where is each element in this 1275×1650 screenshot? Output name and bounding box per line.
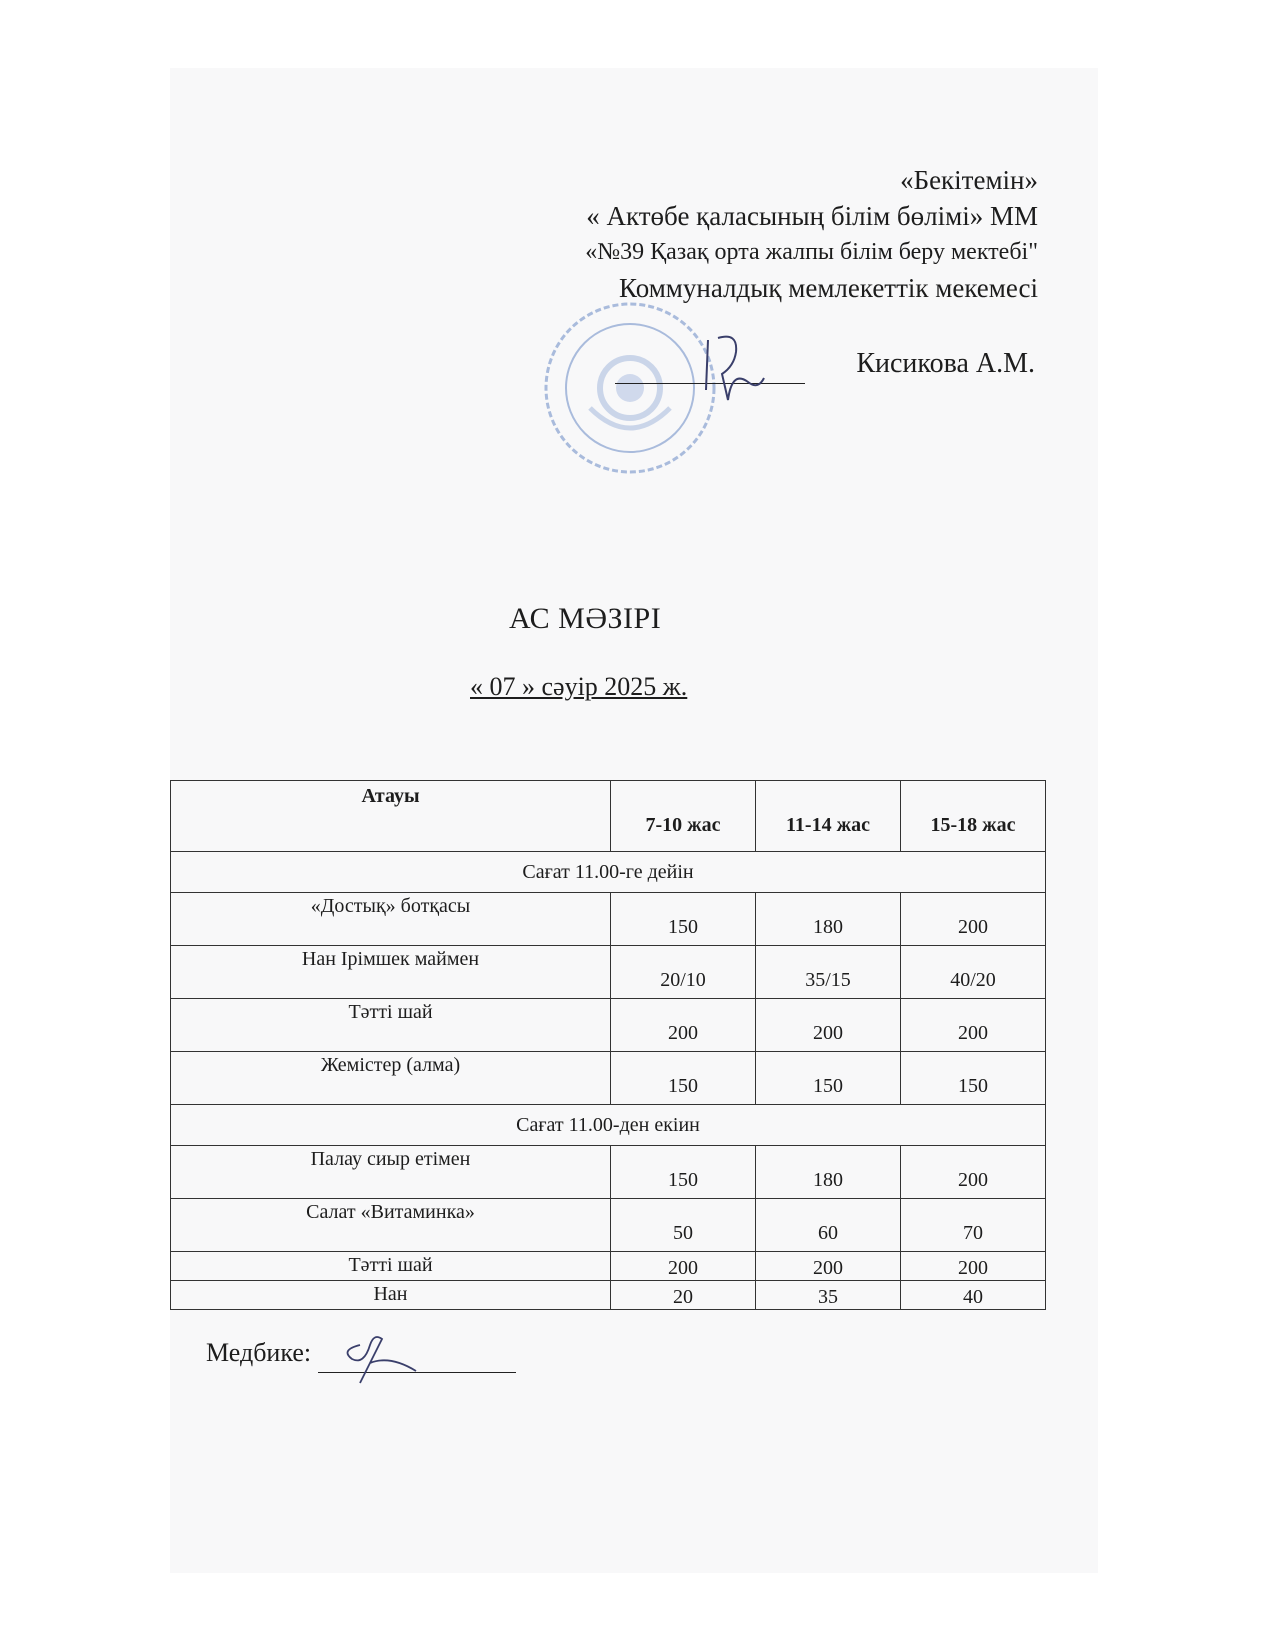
approval-heading: «Бекітемін» xyxy=(900,165,1038,195)
approval-department: « Актөбе қаласының білім бөлімі» ММ xyxy=(586,201,1038,231)
portion-15-18: 200 xyxy=(901,999,1046,1052)
portion-7-10: 150 xyxy=(611,893,756,946)
table-row xyxy=(171,893,1046,946)
dish-name: Тәтті шай xyxy=(171,999,611,1052)
director-signature-icon xyxy=(688,330,768,406)
portion-11-14: 35 xyxy=(756,1281,901,1310)
approval-institution: Коммуналдық мемлекеттік мекемесі xyxy=(619,273,1038,303)
table-row xyxy=(171,999,1046,1052)
portion-11-14: 150 xyxy=(756,1052,901,1105)
table-row xyxy=(171,946,1046,999)
dish-name: Нан Ірімшек маймен xyxy=(171,946,611,999)
section-title: Сағат 11.00-ге дейін xyxy=(171,852,1046,893)
dish-name: Палау сиыр етімен xyxy=(171,1146,611,1199)
portion-11-14: 35/15 xyxy=(756,946,901,999)
portion-15-18: 200 xyxy=(901,1146,1046,1199)
page-title: АС МӘЗІРІ xyxy=(509,602,662,635)
portion-15-18: 150 xyxy=(901,1052,1046,1105)
portion-15-18: 200 xyxy=(901,893,1046,946)
section-title: Сағат 11.00-ден екіин xyxy=(171,1105,1046,1146)
portion-11-14: 60 xyxy=(756,1199,901,1252)
portion-15-18: 40/20 xyxy=(901,946,1046,999)
approval-signature-row xyxy=(615,348,1035,390)
portion-7-10: 150 xyxy=(611,1052,756,1105)
portion-7-10: 50 xyxy=(611,1199,756,1252)
dish-name: Нан xyxy=(171,1281,611,1310)
menu-table xyxy=(170,780,1046,1310)
dish-name: Тәтті шай xyxy=(171,1252,611,1281)
section-row-after-11 xyxy=(171,1105,1046,1146)
header-age-15-18: 15-18 жас xyxy=(901,781,1046,852)
table-row xyxy=(171,1146,1046,1199)
table-row xyxy=(171,1281,1046,1310)
menu-date: « 07 » сәуір 2025 ж. xyxy=(470,672,688,701)
header-age-7-10: 7-10 жас xyxy=(611,781,756,852)
table-row xyxy=(171,1052,1046,1105)
approval-block xyxy=(478,162,1038,306)
dish-name: Жемістер (алма) xyxy=(171,1052,611,1105)
portion-7-10: 20 xyxy=(611,1281,756,1310)
portion-15-18: 40 xyxy=(901,1281,1046,1310)
portion-7-10: 200 xyxy=(611,1252,756,1281)
portion-7-10: 150 xyxy=(611,1146,756,1199)
signer-name: Кисикова А.М. xyxy=(856,348,1035,379)
portion-15-18: 70 xyxy=(901,1199,1046,1252)
portion-11-14: 180 xyxy=(756,1146,901,1199)
dish-name: «Достық» ботқасы xyxy=(171,893,611,946)
portion-7-10: 20/10 xyxy=(611,946,756,999)
nurse-signature-icon xyxy=(330,1325,420,1385)
portion-7-10: 200 xyxy=(611,999,756,1052)
portion-11-14: 180 xyxy=(756,893,901,946)
portion-11-14: 200 xyxy=(756,999,901,1052)
nurse-label: Медбике: xyxy=(206,1338,312,1367)
approval-school: «№39 Қазақ орта жалпы білім беру мектебі" xyxy=(585,239,1038,265)
portion-11-14: 200 xyxy=(756,1252,901,1281)
dish-name: Салат «Витаминка» xyxy=(171,1199,611,1252)
portion-15-18: 200 xyxy=(901,1252,1046,1281)
header-age-11-14: 11-14 жас xyxy=(756,781,901,852)
table-row xyxy=(171,1199,1046,1252)
table-header-row xyxy=(171,781,1046,852)
table-row xyxy=(171,1252,1046,1281)
header-name: Атауы xyxy=(171,781,611,852)
section-row-before-11 xyxy=(171,852,1046,893)
